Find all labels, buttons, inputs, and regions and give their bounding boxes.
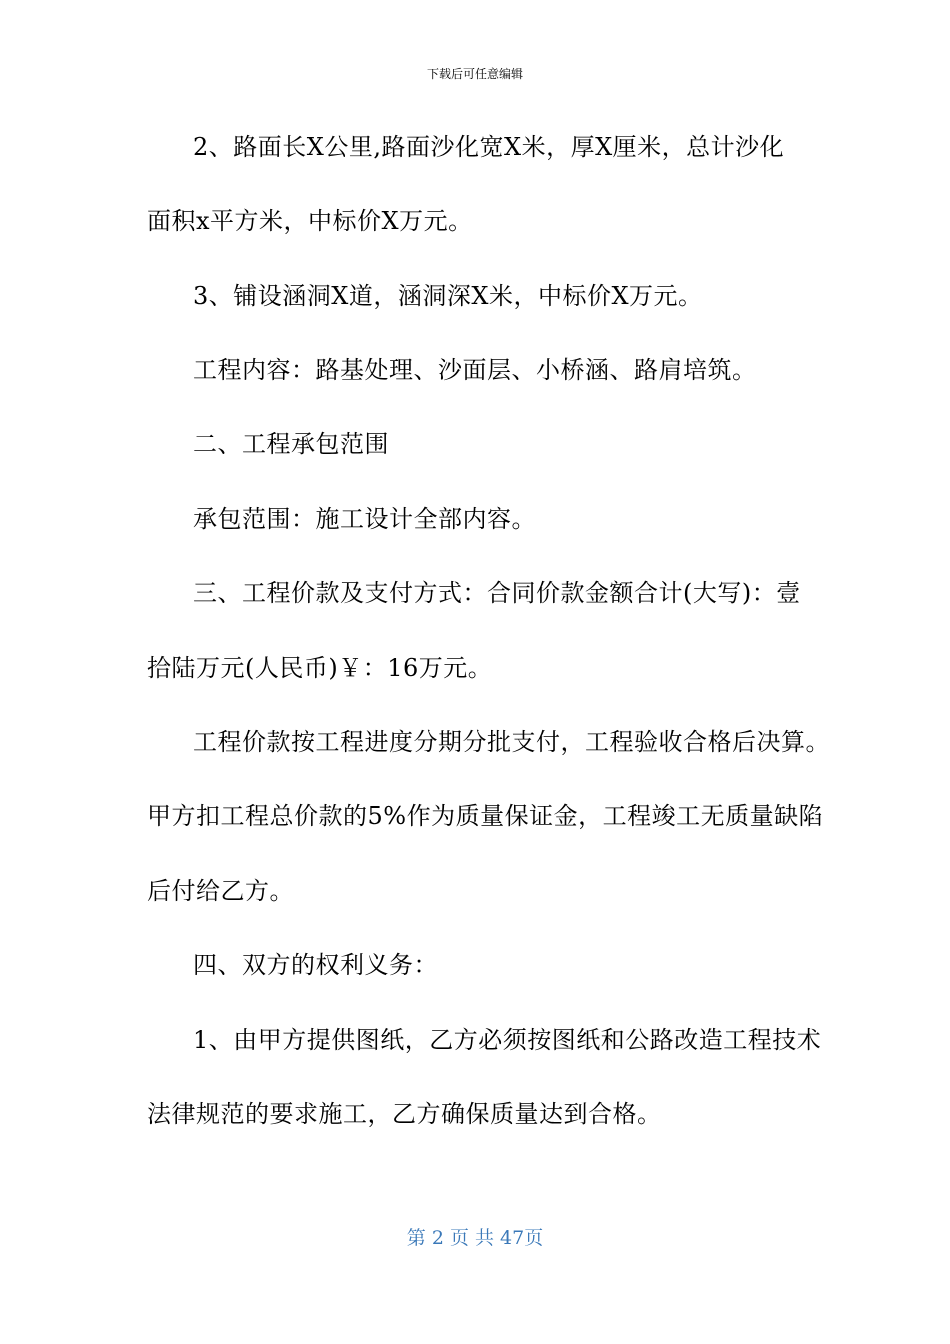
paragraph-line: 工程内容：路基处理、沙面层、小桥涵、路肩培筑。 xyxy=(193,356,757,384)
paragraph-line: 甲方扣工程总价款的5%作为质量保证金，工程竣工无质量缺陷 xyxy=(147,802,824,830)
paragraph-line: 拾陆万元(人民币)￥：16万元。 xyxy=(147,654,493,682)
paragraph-line: 1、由甲方提供图纸，乙方必须按图纸和公路改造工程技术 xyxy=(193,1026,822,1054)
paragraph-line: 后付给乙方。 xyxy=(147,877,294,905)
page-header: 下载后可任意编辑 xyxy=(426,67,523,81)
paragraph-line: 3、铺设涵洞X道，涵洞深X米，中标价X万元。 xyxy=(193,282,703,310)
paragraph-line: 承包范围：施工设计全部内容。 xyxy=(193,505,536,533)
section-heading: 三、工程价款及支付方式：合同价款金额合计(大写)：壹 xyxy=(193,579,801,607)
page-number: 第 2 页 共 47页 xyxy=(406,1227,544,1249)
section-heading: 四、双方的权利义务： xyxy=(193,951,438,979)
paragraph-line: 法律规范的要求施工，乙方确保质量达到合格。 xyxy=(147,1100,662,1128)
paragraph-line: 工程价款按工程进度分期分批支付，工程验收合格后决算。 xyxy=(193,728,830,756)
paragraph-line: 2、路面长X公里,路面沙化宽X米，厚X厘米，总计沙化 xyxy=(193,133,785,161)
section-heading: 二、工程承包范围 xyxy=(193,430,389,458)
paragraph-line: 面积x平方米，中标价X万元。 xyxy=(147,207,473,235)
